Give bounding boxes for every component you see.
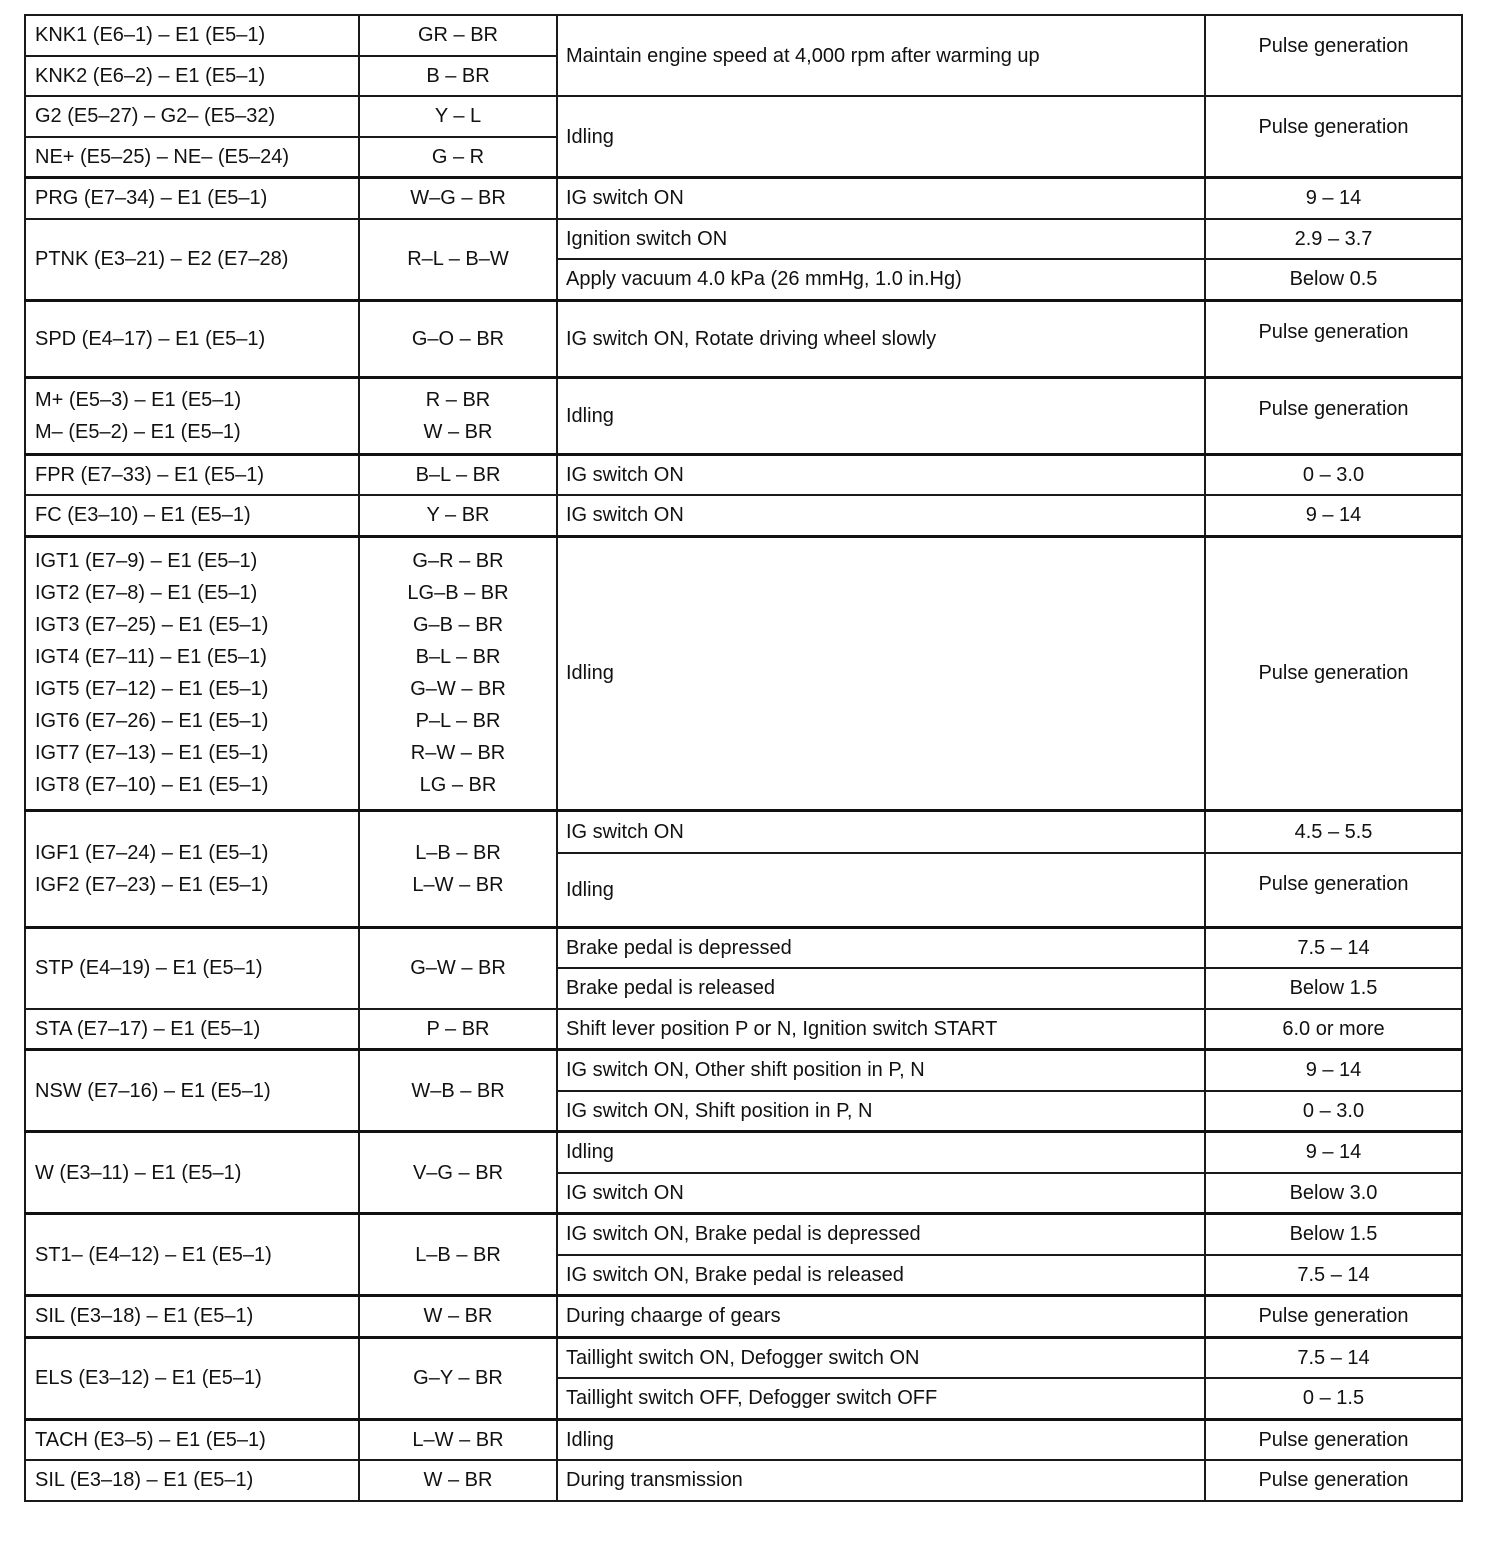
- condition-cell: Idling: [557, 1419, 1205, 1460]
- spec-cell: 4.5 – 5.5: [1205, 810, 1462, 853]
- spec-cell: Pulse generation: [1205, 377, 1462, 454]
- wiring-cell: Y – L: [359, 96, 557, 137]
- spec-cell: Pulse generation: [1205, 1460, 1462, 1501]
- terminal-cell: TACH (E3–5) – E1 (E5–1): [25, 1419, 359, 1460]
- table-row: [25, 810, 1462, 853]
- condition-cell: IG switch ON, Brake pedal is depressed: [557, 1214, 1205, 1255]
- wiring-cell: G–Y – BR: [359, 1337, 557, 1419]
- terminal-cell: M+ (E5–3) – E1 (E5–1) M– (E5–2) – E1 (E5–1): [25, 377, 359, 454]
- terminal-cell: SIL (E3–18) – E1 (E5–1): [25, 1296, 359, 1338]
- condition-cell: Apply vacuum 4.0 kPa (26 mmHg, 1.0 in.Hg): [557, 259, 1205, 300]
- table-row: [25, 219, 1462, 260]
- wiring-cell: L–W – BR: [359, 1419, 557, 1460]
- spec-cell: 9 – 14: [1205, 1050, 1462, 1091]
- condition-cell: Idling: [557, 853, 1205, 927]
- condition-cell: Taillight switch OFF, Defogger switch OFF: [557, 1378, 1205, 1419]
- condition-cell: Idling: [557, 377, 1205, 454]
- terminal-cell: SPD (E4–17) – E1 (E5–1): [25, 300, 359, 377]
- spec-cell: Pulse generation: [1205, 1419, 1462, 1460]
- wiring-cell: W – BR: [359, 1460, 557, 1501]
- terminal-cell: IGT1 (E7–9) – E1 (E5–1) IGT2 (E7–8) – E1 (E5–1) IGT3 (E7–25) – E1 (E5–1) IGT4 (E7–11) – E1 (E5–1) IGT5 (E7–12) – E1 (E5–1) IGT6 (E7–26) – E1 (E5–1) IGT7 (E7–13) – E1 (E5–1) IGT8 (E7–10) – E1 (E5–1): [25, 536, 359, 810]
- condition-cell: Maintain engine speed at 4,000 rpm after warming up: [557, 15, 1205, 96]
- spec-cell: 9 – 14: [1205, 178, 1462, 219]
- spec-cell: 0 – 3.0: [1205, 1091, 1462, 1132]
- wiring-cell: B–L – BR: [359, 454, 557, 495]
- condition-cell: IG switch ON: [557, 495, 1205, 536]
- condition-cell: During transmission: [557, 1460, 1205, 1501]
- table-row: [25, 495, 1462, 536]
- table-row: [25, 536, 1462, 810]
- condition-cell: Idling: [557, 536, 1205, 810]
- table-row: [25, 1419, 1462, 1460]
- terminal-cell: SIL (E3–18) – E1 (E5–1): [25, 1460, 359, 1501]
- table-row: [25, 927, 1462, 968]
- table-row: [25, 15, 1462, 56]
- terminal-cell: FC (E3–10) – E1 (E5–1): [25, 495, 359, 536]
- terminal-cell: STA (E7–17) – E1 (E5–1): [25, 1009, 359, 1050]
- condition-cell: Shift lever position P or N, Ignition switch START: [557, 1009, 1205, 1050]
- wiring-cell: W–G – BR: [359, 178, 557, 219]
- wiring-cell: Y – BR: [359, 495, 557, 536]
- condition-cell: IG switch ON, Rotate driving wheel slowly: [557, 300, 1205, 377]
- wiring-cell: G – R: [359, 137, 557, 178]
- table-row: [25, 1050, 1462, 1091]
- terminal-cell: NSW (E7–16) – E1 (E5–1): [25, 1050, 359, 1132]
- spec-cell: Pulse generation: [1205, 853, 1462, 927]
- table-row: [25, 1460, 1462, 1501]
- condition-cell: IG switch ON, Other shift position in P, N: [557, 1050, 1205, 1091]
- table-row: [25, 1296, 1462, 1338]
- spec-cell: 9 – 14: [1205, 495, 1462, 536]
- wiring-cell: R–L – B–W: [359, 219, 557, 301]
- spec-cell: Below 1.5: [1205, 1214, 1462, 1255]
- wiring-cell: G–W – BR: [359, 927, 557, 1009]
- terminal-cell: PTNK (E3–21) – E2 (E7–28): [25, 219, 359, 301]
- terminal-cell: G2 (E5–27) – G2– (E5–32): [25, 96, 359, 137]
- table-row: [25, 300, 1462, 377]
- condition-cell: IG switch ON: [557, 1173, 1205, 1214]
- spec-cell: Pulse generation: [1205, 300, 1462, 377]
- spec-cell: Below 1.5: [1205, 968, 1462, 1009]
- wiring-cell: G–R – BR LG–B – BR G–B – BR B–L – BR G–W – BR P–L – BR R–W – BR LG – BR: [359, 536, 557, 810]
- spec-cell: 7.5 – 14: [1205, 1255, 1462, 1296]
- condition-cell: Idling: [557, 1132, 1205, 1173]
- spec-cell: 2.9 – 3.7: [1205, 219, 1462, 260]
- table-row: [25, 1132, 1462, 1173]
- wiring-cell: G–O – BR: [359, 300, 557, 377]
- terminal-cell: KNK2 (E6–2) – E1 (E5–1): [25, 56, 359, 97]
- wiring-cell: GR – BR: [359, 15, 557, 56]
- table-row: [25, 96, 1462, 137]
- wiring-cell: P – BR: [359, 1009, 557, 1050]
- terminal-cell: NE+ (E5–25) – NE– (E5–24): [25, 137, 359, 178]
- table-row: [25, 1009, 1462, 1050]
- spec-cell: 6.0 or more: [1205, 1009, 1462, 1050]
- condition-cell: IG switch ON, Shift position in P, N: [557, 1091, 1205, 1132]
- wiring-cell: W–B – BR: [359, 1050, 557, 1132]
- condition-cell: Taillight switch ON, Defogger switch ON: [557, 1337, 1205, 1378]
- terminal-cell: ST1– (E4–12) – E1 (E5–1): [25, 1214, 359, 1296]
- wiring-cell: V–G – BR: [359, 1132, 557, 1214]
- terminal-cell: IGF1 (E7–24) – E1 (E5–1) IGF2 (E7–23) – E1 (E5–1): [25, 810, 359, 927]
- terminal-cell: KNK1 (E6–1) – E1 (E5–1): [25, 15, 359, 56]
- table-row: [25, 454, 1462, 495]
- terminal-cell: ELS (E3–12) – E1 (E5–1): [25, 1337, 359, 1419]
- spec-cell: 9 – 14: [1205, 1132, 1462, 1173]
- spec-cell: Below 3.0: [1205, 1173, 1462, 1214]
- condition-cell: IG switch ON: [557, 454, 1205, 495]
- spec-cell: Pulse generation: [1205, 1296, 1462, 1338]
- condition-cell: IG switch ON: [557, 810, 1205, 853]
- spec-cell: 0 – 3.0: [1205, 454, 1462, 495]
- table-row: [25, 1337, 1462, 1378]
- condition-cell: Brake pedal is released: [557, 968, 1205, 1009]
- wiring-cell: R – BR W – BR: [359, 377, 557, 454]
- table-row: [25, 178, 1462, 219]
- terminal-cell: W (E3–11) – E1 (E5–1): [25, 1132, 359, 1214]
- spec-cell: 7.5 – 14: [1205, 1337, 1462, 1378]
- wiring-cell: W – BR: [359, 1296, 557, 1338]
- condition-cell: During chaarge of gears: [557, 1296, 1205, 1338]
- ecm-terminal-spec-table: [24, 14, 1463, 1502]
- wiring-cell: L–B – BR L–W – BR: [359, 810, 557, 927]
- terminal-cell: STP (E4–19) – E1 (E5–1): [25, 927, 359, 1009]
- spec-cell: 0 – 1.5: [1205, 1378, 1462, 1419]
- condition-cell: IG switch ON: [557, 178, 1205, 219]
- condition-cell: Brake pedal is depressed: [557, 927, 1205, 968]
- spec-cell: Pulse generation: [1205, 96, 1462, 178]
- condition-cell: Ignition switch ON: [557, 219, 1205, 260]
- condition-cell: Idling: [557, 96, 1205, 178]
- spec-cell: Pulse generation: [1205, 536, 1462, 810]
- terminal-cell: PRG (E7–34) – E1 (E5–1): [25, 178, 359, 219]
- wiring-cell: B – BR: [359, 56, 557, 97]
- table-row: [25, 377, 1462, 454]
- condition-cell: IG switch ON, Brake pedal is released: [557, 1255, 1205, 1296]
- table-row: [25, 1214, 1462, 1255]
- spec-cell: Pulse generation: [1205, 15, 1462, 96]
- spec-cell: Below 0.5: [1205, 259, 1462, 300]
- spec-cell: 7.5 – 14: [1205, 927, 1462, 968]
- terminal-cell: FPR (E7–33) – E1 (E5–1): [25, 454, 359, 495]
- wiring-cell: L–B – BR: [359, 1214, 557, 1296]
